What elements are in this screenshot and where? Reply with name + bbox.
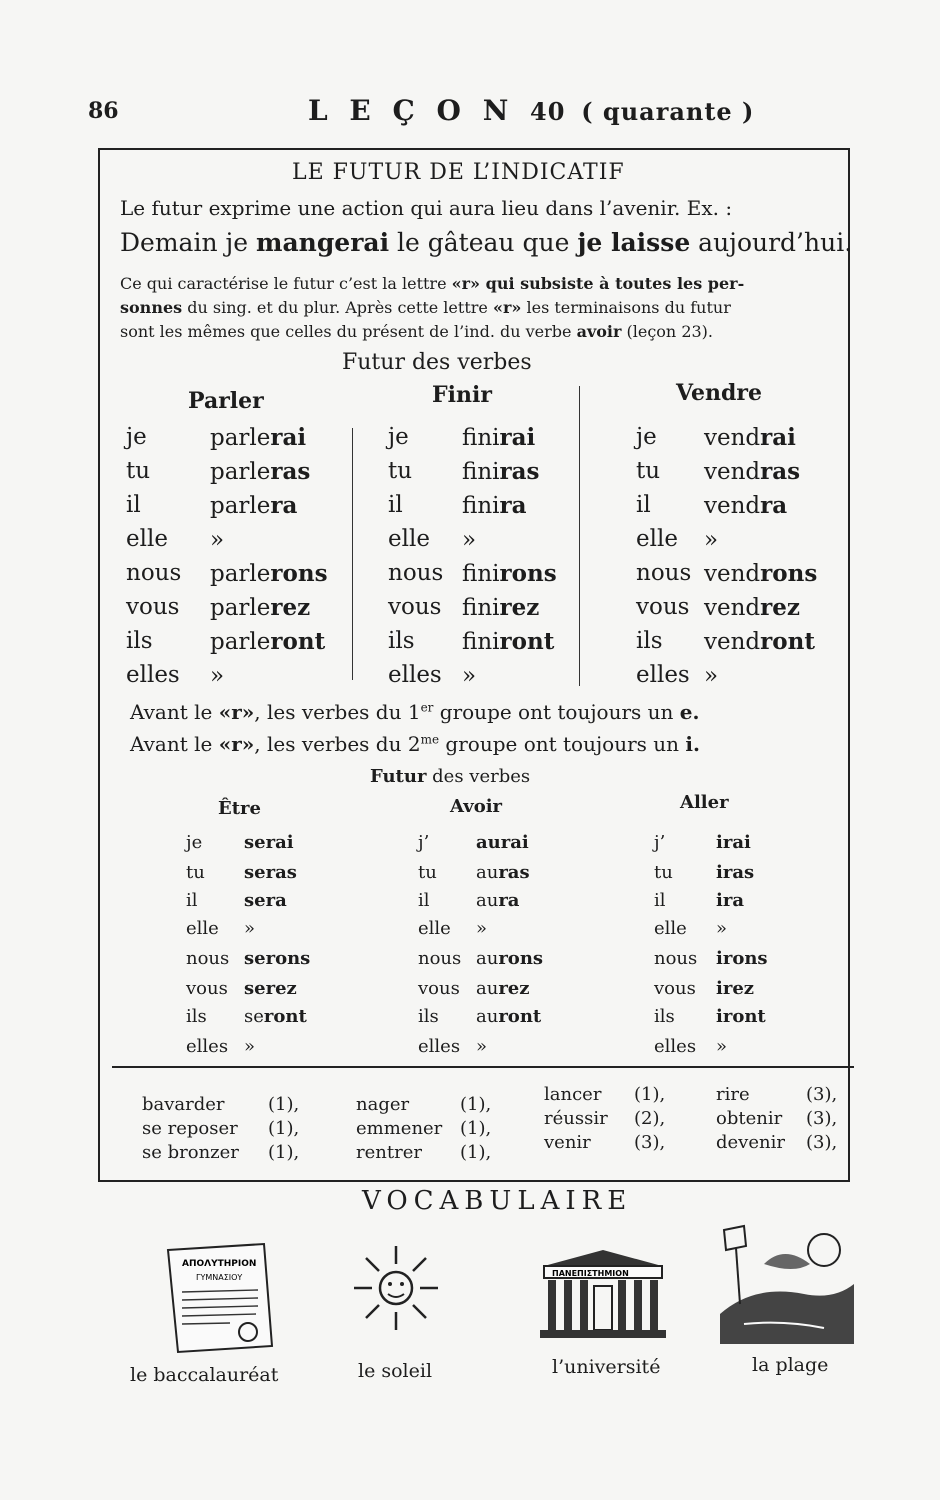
pronoun: je — [636, 424, 657, 450]
verb-header-parler: Parler — [188, 388, 264, 414]
verb-form — [476, 1006, 541, 1027]
vocab-group: (3), — [634, 1132, 666, 1153]
verb-stem: » — [210, 527, 225, 553]
pronoun: tu — [126, 458, 151, 484]
example-part: Demain je — [120, 228, 256, 257]
separator-line — [112, 1066, 854, 1068]
pronoun: il — [186, 890, 198, 911]
rule-line-2 — [120, 298, 731, 317]
verb-stem: vend — [704, 425, 761, 451]
table2-title-bold: Futur — [370, 766, 427, 787]
university-illustration — [538, 1246, 668, 1346]
pronoun: nous — [418, 948, 462, 969]
verb-stem: » — [476, 918, 488, 939]
verb-header-etre: Être — [218, 798, 261, 819]
verb-ending: rez — [760, 594, 800, 621]
pronoun: elles — [186, 1036, 229, 1057]
verb-form — [244, 1006, 307, 1027]
avant-letter: i. — [685, 732, 700, 756]
verb-ending: ra — [499, 492, 527, 519]
verb-ending: seras — [244, 862, 297, 883]
avant-letter: e. — [679, 700, 700, 724]
avant-text: Avant le — [130, 700, 219, 724]
verb-stem: fini — [462, 459, 500, 485]
verb-form — [244, 890, 287, 911]
verb-stem: fini — [462, 425, 500, 451]
verb-form — [716, 978, 754, 999]
vocab-verb: se bronzer — [142, 1142, 239, 1163]
pronoun: ils — [654, 1006, 675, 1027]
verb-ending: irai — [716, 832, 751, 853]
verb-stem: » — [716, 1036, 728, 1057]
verb-form — [704, 594, 800, 621]
verb-form — [704, 424, 796, 451]
pronoun: elles — [636, 662, 690, 688]
pronoun: ils — [186, 1006, 207, 1027]
verb-ending: serai — [244, 832, 294, 853]
verb-form — [476, 978, 530, 999]
verb-ending: ront — [498, 1006, 542, 1027]
page-number: 86 — [88, 98, 119, 124]
vocab-group: (3), — [806, 1108, 838, 1129]
verb-header-aller: Aller — [680, 792, 729, 813]
futur-example — [120, 228, 852, 257]
avant-text: , les verbes du 1 — [254, 700, 421, 724]
verb-ending: ras — [499, 458, 540, 485]
verb-ending: iras — [716, 862, 755, 883]
verb-stem: » — [704, 663, 719, 689]
verb-stem: parle — [210, 561, 271, 587]
verb-ending: rons — [270, 560, 328, 587]
vocab-group: (1), — [268, 1118, 300, 1139]
pronoun: nous — [654, 948, 698, 969]
pronoun: il — [636, 492, 651, 518]
futur-heading: LE FUTUR DE L’INDICATIF — [292, 160, 625, 185]
verb-stem: se — [244, 1006, 264, 1027]
diploma-subtext: ΓΥΜΝΑΣΙΟΥ — [196, 1273, 243, 1282]
verb-form — [244, 948, 310, 969]
pronoun: elles — [654, 1036, 697, 1057]
pronoun: vous — [186, 978, 228, 999]
verb-ending: rez — [270, 594, 311, 621]
verb-ending: irez — [716, 978, 754, 999]
verb-form — [716, 1036, 727, 1057]
verb-form — [210, 526, 224, 553]
verb-stem: vend — [704, 459, 761, 485]
lesson-label: L E Ç O N — [308, 94, 515, 127]
pronoun: nous — [388, 560, 444, 586]
rule-line-3 — [120, 322, 713, 341]
rule-bold: «r» qui subsiste à toutes les per- — [451, 274, 745, 293]
pronoun: j’ — [418, 832, 430, 853]
verb-stem: vend — [704, 595, 761, 621]
verb-stem: » — [244, 1036, 256, 1057]
verb-form — [476, 832, 529, 853]
verb-stem: vend — [704, 493, 761, 519]
verb-stem: fini — [462, 595, 500, 621]
rule-text: les terminaisons du futur — [521, 298, 731, 317]
pronoun: il — [126, 492, 141, 518]
verb-form — [244, 832, 294, 853]
verb-header-vendre: Vendre — [676, 380, 763, 406]
pronoun: ils — [388, 628, 415, 654]
pronoun: elles — [388, 662, 442, 688]
verb-stem: vend — [704, 561, 761, 587]
rule-bold: sonnes — [120, 298, 183, 317]
pronoun: elle — [126, 526, 168, 552]
verb-ending: rai — [270, 424, 307, 451]
vocab-group: (3), — [806, 1132, 838, 1153]
rule-text: sont les mêmes que celles du présent de l’ind. du verbe — [120, 322, 577, 341]
avant-text: , les verbes du 2 — [254, 732, 421, 756]
pronoun: vous — [126, 594, 180, 620]
verb-stem: » — [244, 918, 256, 939]
vocab-group: (1), — [634, 1084, 666, 1105]
verb-ending: rons — [760, 560, 818, 587]
pronoun: nous — [186, 948, 230, 969]
pronoun: nous — [126, 560, 182, 586]
vocab-group: (1), — [460, 1118, 492, 1139]
avant-line-2 — [130, 732, 700, 756]
verb-form — [244, 978, 297, 999]
verb-stem: » — [716, 918, 728, 939]
verb-form — [716, 918, 727, 939]
avant-sup: er — [420, 700, 434, 715]
verb-form — [476, 948, 543, 969]
verb-form — [716, 948, 768, 969]
pronoun: ils — [636, 628, 663, 654]
verb-stem: fini — [462, 561, 500, 587]
pronoun: nous — [636, 560, 692, 586]
rule-line-1 — [120, 274, 744, 293]
verb-form — [704, 526, 718, 553]
vocab-verb: lancer — [544, 1084, 602, 1105]
pronoun: il — [388, 492, 403, 518]
caption-universite: l’université — [552, 1356, 661, 1378]
pronoun: il — [654, 890, 666, 911]
verb-ending: sera — [244, 890, 287, 911]
verb-ending: ront — [270, 628, 326, 655]
verb-form — [462, 594, 539, 621]
rule-text: (leçon 23). — [621, 322, 714, 341]
caption-plage: la plage — [752, 1354, 829, 1376]
vocab-verb: bavarder — [142, 1094, 225, 1115]
pronoun: elles — [418, 1036, 461, 1057]
verb-stem: vend — [704, 629, 761, 655]
verb-form — [704, 458, 800, 485]
verb-form — [462, 560, 557, 587]
verb-form — [716, 832, 751, 853]
pronoun: tu — [636, 458, 661, 484]
verb-ending: serons — [244, 948, 311, 969]
verb-stem: » — [210, 663, 225, 689]
verb-form — [462, 628, 554, 655]
verb-header-avoir: Avoir — [450, 796, 503, 817]
verb-form — [462, 424, 535, 451]
verb-ending: rai — [760, 424, 796, 451]
lesson-number: 40 — [530, 97, 566, 126]
vocab-verb: emmener — [356, 1118, 443, 1139]
verb-form — [244, 862, 297, 883]
table2-title-rest: des verbes — [426, 766, 531, 787]
example-verb: mangerai — [256, 228, 390, 257]
vocab-group: (3), — [806, 1084, 838, 1105]
pronoun: elle — [418, 918, 451, 939]
verb-form — [476, 890, 519, 911]
verb-form — [244, 1036, 255, 1057]
table1-divider-2 — [579, 386, 580, 686]
pronoun: vous — [418, 978, 460, 999]
verb-ending: ra — [270, 492, 298, 519]
verb-form — [244, 918, 255, 939]
vocab-group: (2), — [634, 1108, 666, 1129]
verb-form — [462, 526, 476, 553]
vocab-verb: obtenir — [716, 1108, 783, 1129]
vocab-group: (1), — [460, 1142, 492, 1163]
verb-ending: ra — [498, 890, 520, 911]
verb-ending: serez — [244, 978, 297, 999]
diploma-illustration — [160, 1238, 280, 1358]
pronoun: vous — [636, 594, 690, 620]
vocab-verb: venir — [544, 1132, 591, 1153]
example-verb: je laisse — [577, 228, 691, 257]
rule-bold: «r» — [492, 298, 522, 317]
verb-ending: rons — [498, 948, 544, 969]
vocab-verb: se reposer — [142, 1118, 238, 1139]
verb-ending: irons — [716, 948, 768, 969]
verb-stem: parle — [210, 425, 271, 451]
verb-form — [210, 628, 325, 655]
verb-form — [210, 662, 224, 689]
verb-form — [716, 862, 754, 883]
pronoun: vous — [654, 978, 696, 999]
verb-ending: ras — [498, 862, 530, 883]
verb-stem: fini — [462, 493, 500, 519]
verb-form — [462, 458, 540, 485]
pronoun: tu — [418, 862, 437, 883]
verb-form — [210, 492, 297, 519]
lesson-word: ( quarante ) — [581, 97, 755, 126]
pronoun: elle — [636, 526, 678, 552]
verb-stem: fini — [462, 629, 500, 655]
pronoun: vous — [388, 594, 442, 620]
table1-divider-1 — [352, 428, 353, 680]
verb-ending: ras — [270, 458, 311, 485]
vocab-verb: devenir — [716, 1132, 785, 1153]
table2-title — [370, 766, 530, 787]
verb-stem: au — [476, 862, 499, 883]
verb-stem: » — [476, 1036, 488, 1057]
pronoun: tu — [388, 458, 413, 484]
vocab-group: (1), — [460, 1094, 492, 1115]
pronoun: je — [186, 832, 203, 853]
verb-form — [704, 628, 815, 655]
verb-stem: au — [476, 1006, 499, 1027]
sun-illustration — [346, 1238, 446, 1338]
verb-form — [716, 1006, 766, 1027]
vocab-verb: rire — [716, 1084, 750, 1105]
verb-form — [476, 1036, 487, 1057]
verb-form — [462, 492, 527, 519]
vocab-verb: rentrer — [356, 1142, 422, 1163]
verb-header-finir: Finir — [432, 382, 492, 408]
verb-ending: ras — [760, 458, 801, 485]
verb-ending: rai — [499, 424, 536, 451]
verb-ending: ira — [716, 890, 744, 911]
verb-ending: ront — [760, 628, 815, 655]
verb-stem: » — [462, 527, 477, 553]
verb-stem: au — [476, 948, 499, 969]
vocab-group: (1), — [268, 1142, 300, 1163]
pronoun: j’ — [654, 832, 666, 853]
verb-form — [210, 560, 328, 587]
pronoun: il — [418, 890, 430, 911]
avant-text: groupe ont toujours un — [433, 700, 680, 724]
verb-form — [210, 458, 310, 485]
verb-form — [704, 662, 718, 689]
university-text: ΠΑΝΕΠΙΣΤΗΜΙΟΝ — [552, 1269, 629, 1278]
verb-ending: ra — [760, 492, 788, 519]
avant-r: «r» — [218, 700, 255, 724]
avant-text: groupe ont toujours un — [439, 732, 686, 756]
verb-form — [210, 424, 306, 451]
caption-soleil: le soleil — [358, 1360, 433, 1382]
verb-ending: rez — [498, 978, 530, 999]
rule-bold: avoir — [576, 322, 622, 341]
verb-stem: au — [476, 978, 499, 999]
verb-stem: au — [476, 890, 499, 911]
verb-stem: parle — [210, 595, 271, 621]
pronoun: tu — [654, 862, 673, 883]
avant-sup: me — [420, 732, 440, 747]
pronoun: elles — [126, 662, 180, 688]
futur-definition: Le futur exprime une action qui aura lieu dans l’avenir. Ex. : — [120, 196, 733, 220]
avant-r: «r» — [218, 732, 255, 756]
verb-stem: » — [462, 663, 477, 689]
verb-form — [704, 492, 787, 519]
verb-ending: iront — [716, 1006, 766, 1027]
pronoun: elle — [388, 526, 430, 552]
verb-form — [716, 890, 744, 911]
pronoun: ils — [126, 628, 153, 654]
verb-stem: » — [704, 527, 719, 553]
verb-stem: parle — [210, 493, 271, 519]
verb-form — [476, 862, 530, 883]
beach-illustration — [714, 1224, 860, 1354]
pronoun: elle — [186, 918, 219, 939]
pronoun: je — [126, 424, 147, 450]
vocab-verb: réussir — [544, 1108, 608, 1129]
rule-text: Ce qui caractérise le futur c’est la lettre — [120, 274, 452, 293]
caption-baccalaureat: le baccalauréat — [130, 1364, 279, 1386]
pronoun: tu — [186, 862, 205, 883]
verb-ending: rons — [499, 560, 557, 587]
verb-stem: parle — [210, 629, 271, 655]
pronoun: elle — [654, 918, 687, 939]
verb-ending: aurai — [476, 832, 529, 853]
table1-title: Futur des verbes — [342, 350, 532, 375]
verb-ending: rez — [499, 594, 540, 621]
pronoun: je — [388, 424, 409, 450]
avant-text: Avant le — [130, 732, 219, 756]
vocab-verb: nager — [356, 1094, 410, 1115]
example-part: aujourd’hui. — [690, 228, 853, 257]
verb-form — [704, 560, 817, 587]
rule-text: du sing. et du plur. Après cette lettre — [182, 298, 493, 317]
example-part: le gâteau que — [389, 228, 578, 257]
vocabulaire-title: VOCABULAIRE — [362, 1186, 633, 1216]
verb-form — [476, 918, 487, 939]
verb-form — [210, 594, 310, 621]
verb-stem: parle — [210, 459, 271, 485]
verb-ending: ront — [263, 1006, 307, 1027]
avant-line-1 — [130, 700, 699, 724]
verb-form — [462, 662, 476, 689]
diploma-text: ΑΠΟΛΥΤΗΡΙΟΝ — [182, 1259, 257, 1269]
verb-ending: ront — [499, 628, 555, 655]
lesson-title — [308, 94, 754, 127]
pronoun: ils — [418, 1006, 439, 1027]
vocab-group: (1), — [268, 1094, 300, 1115]
